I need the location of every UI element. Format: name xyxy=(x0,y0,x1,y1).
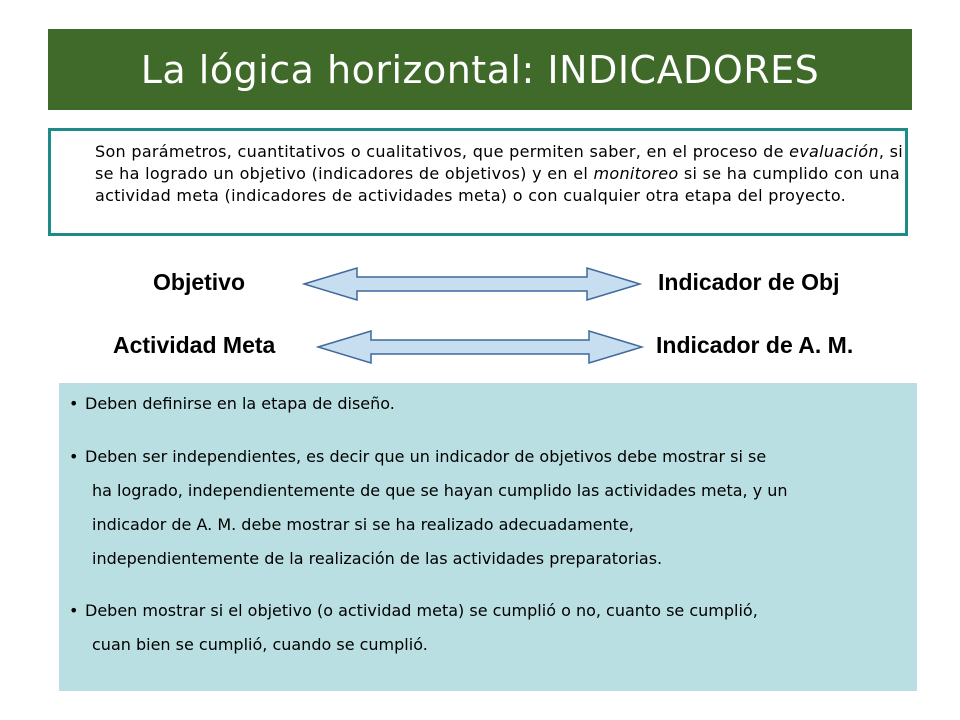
label-indicador-am: Indicador de A. M. xyxy=(656,332,854,358)
bullet-item xyxy=(69,594,909,662)
label-actividad-meta: Actividad Meta xyxy=(113,332,276,358)
title-banner xyxy=(48,29,912,110)
label-objetivo: Objetivo xyxy=(153,269,246,295)
definition-part-2: , si se ha logrado un objetivo (indicadores de objetivos) y en el xyxy=(95,142,903,183)
bullet-item xyxy=(69,387,909,421)
definition-box xyxy=(48,128,908,236)
bullet-dot-icon: • xyxy=(69,394,79,413)
bullet-item xyxy=(69,440,909,576)
bullet-2-line-2: ha logrado, independientemente de que se hayan cumplido las actividades meta, y un xyxy=(92,481,788,500)
definition-text xyxy=(95,141,905,207)
label-indicador-obj: Indicador de Obj xyxy=(658,269,840,295)
bullet-2-line-4: independientemente de la realización de las actividades preparatorias. xyxy=(92,549,663,568)
definition-emphasis-monitoreo: monitoreo xyxy=(593,164,679,183)
bullet-2-line-3: indicador de A. M. debe mostrar si se ha realizado adecuadamente, xyxy=(92,515,634,534)
bullet-3-line-2: cuan bien se cumplió, cuando se cumplió. xyxy=(92,635,428,654)
bullet-2-line-1: Deben ser independientes, es decir que un indicador de objetivos debe mostrar si se xyxy=(85,447,767,466)
definition-part-3: si se ha cumplido con una actividad meta (indicadores de actividades meta) o con cualquier otra etapa del proyecto. xyxy=(95,164,900,205)
bullet-dot-icon: • xyxy=(69,601,79,620)
characteristics-box xyxy=(59,383,917,691)
bullet-3-line-1: Deben mostrar si el objetivo (o actividad meta) se cumplió o no, cuanto se cumplió, xyxy=(85,601,758,620)
slide-title: La lógica horizontal: INDICADORES xyxy=(140,47,820,92)
definition-part-1: Son parámetros, cuantitativos o cualitativos, que permiten saber, en el proceso de xyxy=(95,142,790,161)
bullet-1-text: Deben definirse en la etapa de diseño. xyxy=(85,394,395,413)
double-arrow-icon xyxy=(316,328,644,366)
double-arrow-icon xyxy=(302,265,642,303)
definition-emphasis-evaluacion: evaluación xyxy=(789,142,879,161)
bullet-dot-icon: • xyxy=(69,447,79,466)
